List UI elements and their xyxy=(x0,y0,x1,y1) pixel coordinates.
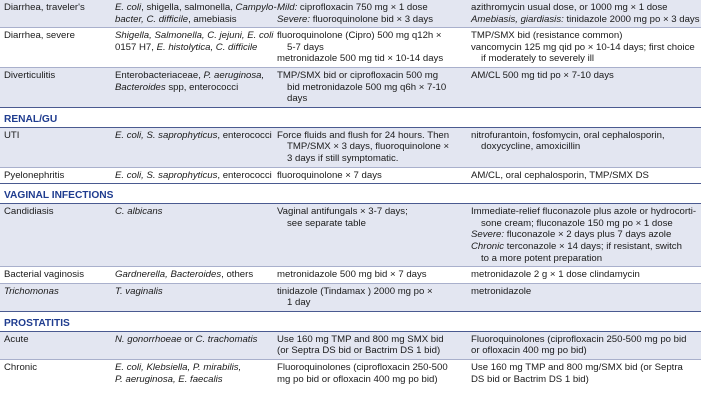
cell-text: Gardnerella, Bacteroides xyxy=(115,269,222,281)
cell-text: Mild: xyxy=(277,2,298,13)
cell-text: , enterococci xyxy=(217,169,272,181)
condition-cell xyxy=(0,284,111,300)
first-line-treatment-cell xyxy=(273,128,467,167)
table-row xyxy=(0,127,701,167)
cell-text: AM/CL 500 mg tid po × 7-10 days xyxy=(471,69,614,81)
cell-text: UTI xyxy=(4,129,20,141)
cell-text: bacter, C. difficile xyxy=(115,13,189,25)
cell-text: , amebiasis xyxy=(188,13,237,25)
cell-text: Amebiasis, giardiasis: xyxy=(471,13,564,25)
cell-text: fluoroquinolone (Cipro) 500 mg q12h × xyxy=(277,30,442,42)
organisms-cell xyxy=(111,284,273,300)
cell-text: fluoroquinolone bid × 3 days xyxy=(310,13,434,25)
cell-text: AM/CL, oral cephalosporin, TMP/SMX DS xyxy=(471,169,649,181)
condition-cell xyxy=(0,28,111,44)
first-line-treatment-cell xyxy=(273,28,467,67)
cell-text: Trichomonas xyxy=(4,285,59,297)
cell-text: Use 160 mg TMP and 800 mg SMX bid xyxy=(277,333,444,345)
cell-text: Diverticulitis xyxy=(4,69,56,81)
cell-text: terconazole × 14 days; if resistant, switch xyxy=(504,240,682,252)
cell-text: Severe: xyxy=(471,229,505,241)
table-row xyxy=(0,27,701,67)
cell-text: T. vaginalis xyxy=(115,285,163,297)
cell-text: Acute xyxy=(4,333,29,345)
section-header: RENAL/GU xyxy=(0,107,701,127)
first-line-treatment-cell xyxy=(273,284,467,311)
table-row xyxy=(0,283,701,311)
organisms-cell xyxy=(111,168,273,184)
cell-text: fluoroquinolone × 7 days xyxy=(277,169,382,181)
table-row xyxy=(0,67,701,107)
table-row xyxy=(0,266,701,283)
organisms-cell xyxy=(111,360,273,387)
condition-cell xyxy=(0,128,111,144)
cell-text: Diarrhea, severe xyxy=(4,30,75,42)
first-line-treatment-cell xyxy=(273,0,467,27)
cell-text: ciprofloxacin 750 mg × 1 dose xyxy=(297,2,428,13)
alternative-treatment-cell xyxy=(467,68,701,84)
cell-text: P. aeruginosa, E. faecalis xyxy=(115,373,223,385)
condition-cell xyxy=(0,0,111,16)
cell-text: or ofloxacin 400 mg po bid) xyxy=(471,345,587,357)
cell-text: Force fluids and flush for 24 hours. Then xyxy=(277,129,450,141)
section-header: PROSTATITIS xyxy=(0,311,701,331)
cell-text: DS bid or Bactrim DS 1 bid) xyxy=(471,373,589,385)
condition-cell xyxy=(0,267,111,283)
cell-text: C. albicans xyxy=(115,206,163,218)
first-line-treatment-cell xyxy=(273,168,467,184)
condition-cell xyxy=(0,204,111,220)
cell-text: , others xyxy=(221,269,254,281)
cell-text: N. gonorrhoeae xyxy=(115,333,182,345)
first-line-treatment-cell xyxy=(273,360,467,387)
cell-text: if moderately to severely ill xyxy=(481,53,595,65)
cell-text: TMP/SMX × 3 days, fluoroquinolone × xyxy=(287,141,450,153)
cell-text: doxycycline, amoxicillin xyxy=(481,141,581,153)
cell-text: Fluoroquinolones (ciprofloxacin 250-500 xyxy=(277,362,448,374)
cell-text: Bacterial vaginosis xyxy=(4,269,84,281)
cell-text: , shigella, salmonella, xyxy=(141,2,236,13)
table-row xyxy=(0,0,701,27)
cell-text: Chronic xyxy=(471,240,505,252)
organisms-cell xyxy=(111,28,273,55)
cell-text: (or Septra DS bid or Bactrim DS 1 bid) xyxy=(277,345,441,357)
cell-text: E. coli, S. saprophyticus xyxy=(115,129,218,141)
section-header: VAGINAL INFECTIONS xyxy=(0,183,701,203)
cell-text: sone cream; fluconazole 150 mg po × 1 dose xyxy=(481,217,673,229)
cell-text: 3 days if still symptomatic. xyxy=(287,152,399,164)
first-line-treatment-cell xyxy=(273,332,467,359)
organisms-cell xyxy=(111,68,273,95)
cell-text: metronidazole 500 mg tid × 10-14 days xyxy=(277,53,444,65)
cell-text: 0157 H7, xyxy=(115,41,157,53)
alternative-treatment-cell xyxy=(467,128,701,155)
alternative-treatment-cell xyxy=(467,360,701,387)
cell-text: Use 160 mg TMP and 800 mg/SMX bid (or Septra xyxy=(471,362,683,374)
condition-cell xyxy=(0,168,111,184)
table-row xyxy=(0,359,701,387)
alternative-treatment-cell xyxy=(467,204,701,266)
table-row xyxy=(0,203,701,266)
cell-text: Fluoroquinolones (ciprofloxacin 250-500 mg po bid xyxy=(471,333,687,345)
cell-text: Enterobacteriaceae, xyxy=(115,69,204,81)
condition-cell xyxy=(0,68,111,84)
cell-text: bid metronidazole 500 mg q6h × 7-10 xyxy=(287,81,447,93)
cell-text: see separate table xyxy=(287,217,366,229)
organisms-cell xyxy=(111,0,277,27)
cell-text: azithromycin usual dose, or 1000 mg × 1 dose xyxy=(471,2,668,13)
cell-text: nitrofurantoin, fosfomycin, oral cephalosporin, xyxy=(471,129,665,141)
cell-text: Immediate-relief fluconazole plus azole or hydrocorti- xyxy=(471,206,697,218)
condition-cell xyxy=(0,332,111,348)
condition-cell xyxy=(0,360,111,376)
cell-text: C. trachomatis xyxy=(195,333,258,345)
organisms-cell xyxy=(111,128,273,144)
cell-text: , enterococci xyxy=(217,129,272,141)
cell-text: P. aeruginosa, xyxy=(203,69,265,81)
cell-text: tinidazole 2000 mg po × 3 days xyxy=(563,13,700,25)
cell-text: Pyelonephritis xyxy=(4,169,65,181)
cell-text: days xyxy=(287,93,308,105)
table-row xyxy=(0,331,701,359)
cell-text: spp, enterococci xyxy=(165,81,239,93)
cell-text: metronidazole 500 mg bid × 7 days xyxy=(277,269,427,281)
organisms-cell xyxy=(111,267,273,283)
cell-text: mg po bid or ofloxacin 400 mg po bid) xyxy=(277,373,438,385)
cell-text: Campylo- xyxy=(235,2,277,13)
cell-text: E. coli, S. saprophyticus xyxy=(115,169,218,181)
alternative-treatment-cell xyxy=(467,332,701,359)
first-line-treatment-cell xyxy=(273,68,467,107)
cell-text: fluconazole × 2 days plus 7 days azole xyxy=(504,229,672,241)
cell-text: to a more potent preparation xyxy=(481,252,603,264)
cell-text: metronidazole xyxy=(471,285,532,297)
alternative-treatment-cell xyxy=(467,284,701,300)
cell-text: Severe: xyxy=(277,13,311,25)
cell-text: Vaginal antifungals × 3-7 days; xyxy=(277,206,408,218)
alternative-treatment-cell xyxy=(467,28,701,67)
organisms-cell xyxy=(111,332,273,348)
cell-text: metronidazole 2 g × 1 dose clindamycin xyxy=(471,269,640,281)
cell-text: Bacteroides xyxy=(115,81,166,93)
cell-text: E. histolytica, C. difficile xyxy=(156,41,258,53)
cell-text: TMP/SMX bid or ciprofloxacin 500 mg xyxy=(277,69,439,81)
cell-text: vancomycin 125 mg qid po × 10-14 days; first choice xyxy=(471,41,695,53)
cell-text: TMP/SMX bid (resistance common) xyxy=(471,30,623,42)
cell-text: Chronic xyxy=(4,362,38,374)
table-row xyxy=(0,167,701,184)
organisms-cell xyxy=(111,204,273,220)
cell-text: 1 day xyxy=(287,297,311,309)
cell-text: E. coli xyxy=(115,2,142,13)
cell-text: E. coli, Klebsiella, P. mirabilis, xyxy=(115,362,242,374)
cell-text: Diarrhea, traveler's xyxy=(4,2,85,13)
alternative-treatment-cell xyxy=(467,0,701,27)
cell-text: Candidiasis xyxy=(4,206,54,218)
alternative-treatment-cell xyxy=(467,168,701,184)
first-line-treatment-cell xyxy=(273,267,467,283)
cell-text: 5-7 days xyxy=(287,41,324,53)
first-line-treatment-cell xyxy=(273,204,467,231)
alternative-treatment-cell xyxy=(467,267,701,283)
cell-text: or xyxy=(181,333,196,345)
cell-text: Shigella, Salmonella, C. jejuni, E. coli xyxy=(115,30,274,42)
cell-text: tinidazole (Tindamax ) 2000 mg po × xyxy=(277,285,433,297)
